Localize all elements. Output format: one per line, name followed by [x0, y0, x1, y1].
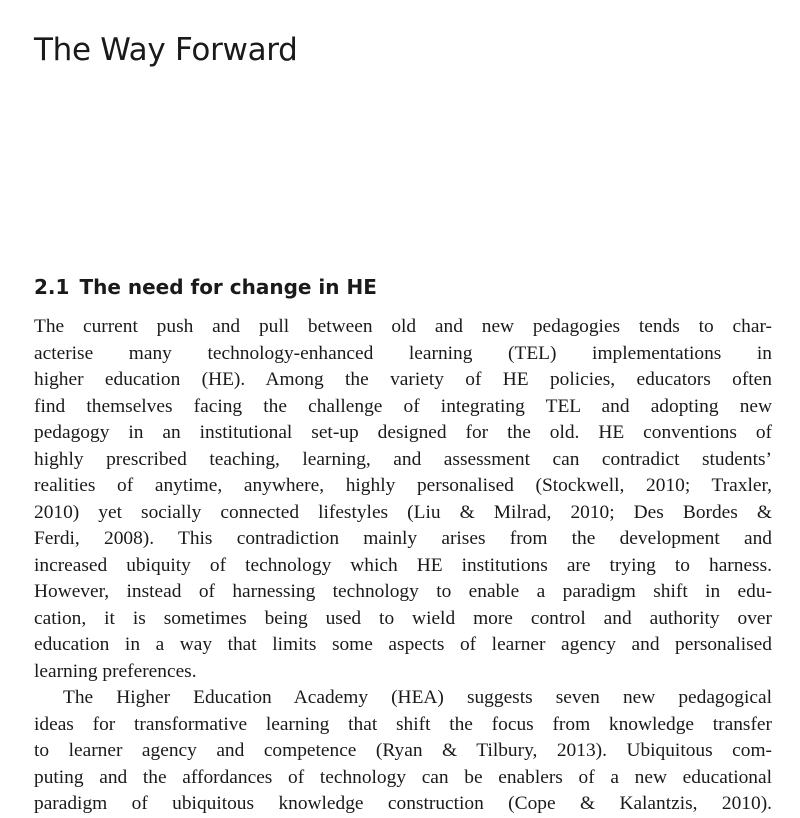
text-line: higher education (HE). Among the variety of HE policies, educators often — [34, 369, 772, 390]
text-line: 2010) yet socially connected lifestyles (Liu & Milrad, 2010; Des Bordes & — [34, 501, 772, 523]
text-line: education in a way that limits some aspects of learner agency and personalised — [34, 634, 772, 655]
text-line: highly prescribed teaching, learning, and assessment can contradict students’ — [34, 448, 772, 470]
section-heading — [34, 272, 377, 302]
text-line: acterise many technology-enhanced learning (TEL) implementations in — [34, 342, 772, 364]
section-title: The need for change in HE — [79, 275, 377, 299]
text-line: learning preferences. — [34, 660, 197, 682]
paragraph-2 — [34, 685, 772, 818]
text-line: However, instead of harnessing technology to enable a paradigm shift in edu- — [34, 581, 772, 602]
text-line: realities of anytime, anywhere, highly personalised (Stockwell, 2010; Traxler, — [34, 475, 772, 496]
text-line: ideas for transformative learning that shift the focus from knowledge transfer — [34, 713, 772, 735]
chapter-title: The Way Forward — [34, 32, 298, 68]
text-line: cation, it is sometimes being used to wield more control and authority over — [34, 607, 772, 629]
section-number: 2.1 — [34, 275, 70, 299]
text-line: Ferdi, 2008). This contradiction mainly arises from the development and — [34, 528, 772, 549]
text-line: to learner agency and competence (Ryan & Tilbury, 2013). Ubiquitous com- — [34, 740, 772, 761]
body-text — [34, 314, 772, 818]
text-line: pedagogy in an institutional set-up designed for the old. HE conventions of — [34, 422, 772, 443]
text-line: The Higher Education Academy (HEA) suggests seven new pedagogical — [63, 687, 772, 708]
text-line: increased ubiquity of technology which HE institutions are trying to harness. — [34, 554, 772, 576]
text-line: puting and the affordances of technology can be enablers of a new educational — [34, 766, 772, 788]
text-line: The current push and pull between old and new pedagogies tends to char- — [34, 316, 772, 337]
text-line: find themselves facing the challenge of integrating TEL and adopting new — [34, 395, 772, 417]
text-line: paradigm of ubiquitous knowledge construction (Cope & Kalantzis, 2010). — [34, 793, 772, 814]
paragraph-1 — [34, 314, 772, 685]
